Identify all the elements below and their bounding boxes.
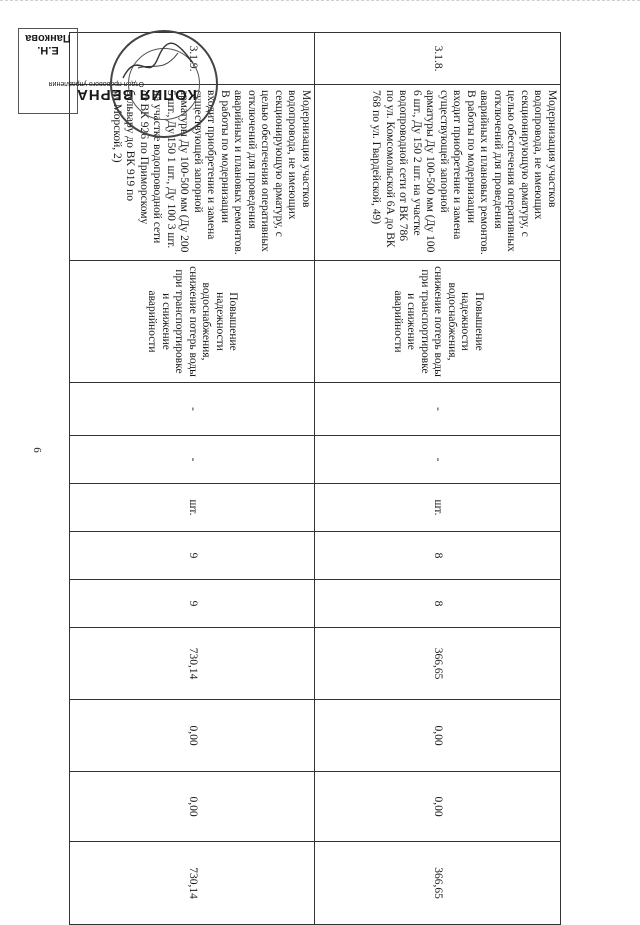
row-purpose: Повышение надежности водоснабжения, снижение потерь воды при транспортировке и снижение аварийности	[70, 261, 315, 383]
row-unit: шт.	[315, 484, 561, 532]
row-col4: -	[315, 383, 561, 436]
row-number: 3.1.9.	[70, 33, 315, 85]
table-row	[315, 33, 561, 925]
page-number: 6	[31, 447, 43, 453]
row-col5: -	[70, 436, 315, 484]
stamp-department: Отдел правового управления	[48, 80, 144, 87]
row-unit: шт.	[70, 484, 315, 532]
row-number: 3.1.8.	[315, 33, 561, 85]
row-col4: -	[70, 383, 315, 436]
row-v1: 0,00	[315, 700, 561, 772]
table-row	[70, 33, 315, 925]
signature-mark	[118, 38, 198, 88]
row-v1: 0,00	[70, 700, 315, 772]
row-description: Модернизация участков водопровода, не имеющих секционирующую арматуру, с целью обеспечения оперативных отключений для проведения аварийных и плановых ремонтов. В работы по модернизации входит приобретение и замена существующей запорной арматуры Ду 100-500 мм (Ду 200 5 шт., Ду 150 1 шт., Ду 100 3 шт. на участке водопроводной сети от ВК 926 по Приморскому бульвару до ВК 919 по ул.Морской, 2)	[70, 85, 315, 261]
row-qty2: 8	[315, 580, 561, 628]
works-table	[69, 32, 561, 925]
row-total: 366,65	[315, 842, 561, 925]
row-v2: 0,00	[70, 772, 315, 842]
row-cost: 366,65	[315, 628, 561, 700]
row-description: Модернизация участков водопровода, не имеющих секционирующую арматуру, с целью обеспечения оперативных отключений для проведения аварийных и плановых ремонтов. В работы по модернизации входит приобретение и замена существующей запорной арматуры Ду 100-500 мм (Ду 100 6 шт., Ду 150 2 шт. на участке водопроводной сети от ВК 786 по ул. Комсомольской 6А до ВК 768 по ул. Гвардейской, 49)	[315, 85, 561, 261]
row-qty1: 9	[70, 532, 315, 580]
stamp-certified-copy: КОПИЯ ВЕРНА	[76, 86, 197, 103]
rotated-table	[70, 32, 561, 899]
stamp-signer: Е.Н. Панкова	[25, 32, 71, 56]
row-cost: 730,14	[70, 628, 315, 700]
row-purpose: Повышение надежности водоснабжения, снижение потерь воды при транспортировке и снижение аварийности	[315, 261, 561, 383]
row-qty1: 8	[315, 532, 561, 580]
scan-edge	[0, 0, 640, 4]
certification-stamp	[18, 28, 218, 138]
row-total: 730,14	[70, 842, 315, 925]
row-v2: 0,00	[315, 772, 561, 842]
row-qty2: 9	[70, 580, 315, 628]
row-col5: -	[315, 436, 561, 484]
